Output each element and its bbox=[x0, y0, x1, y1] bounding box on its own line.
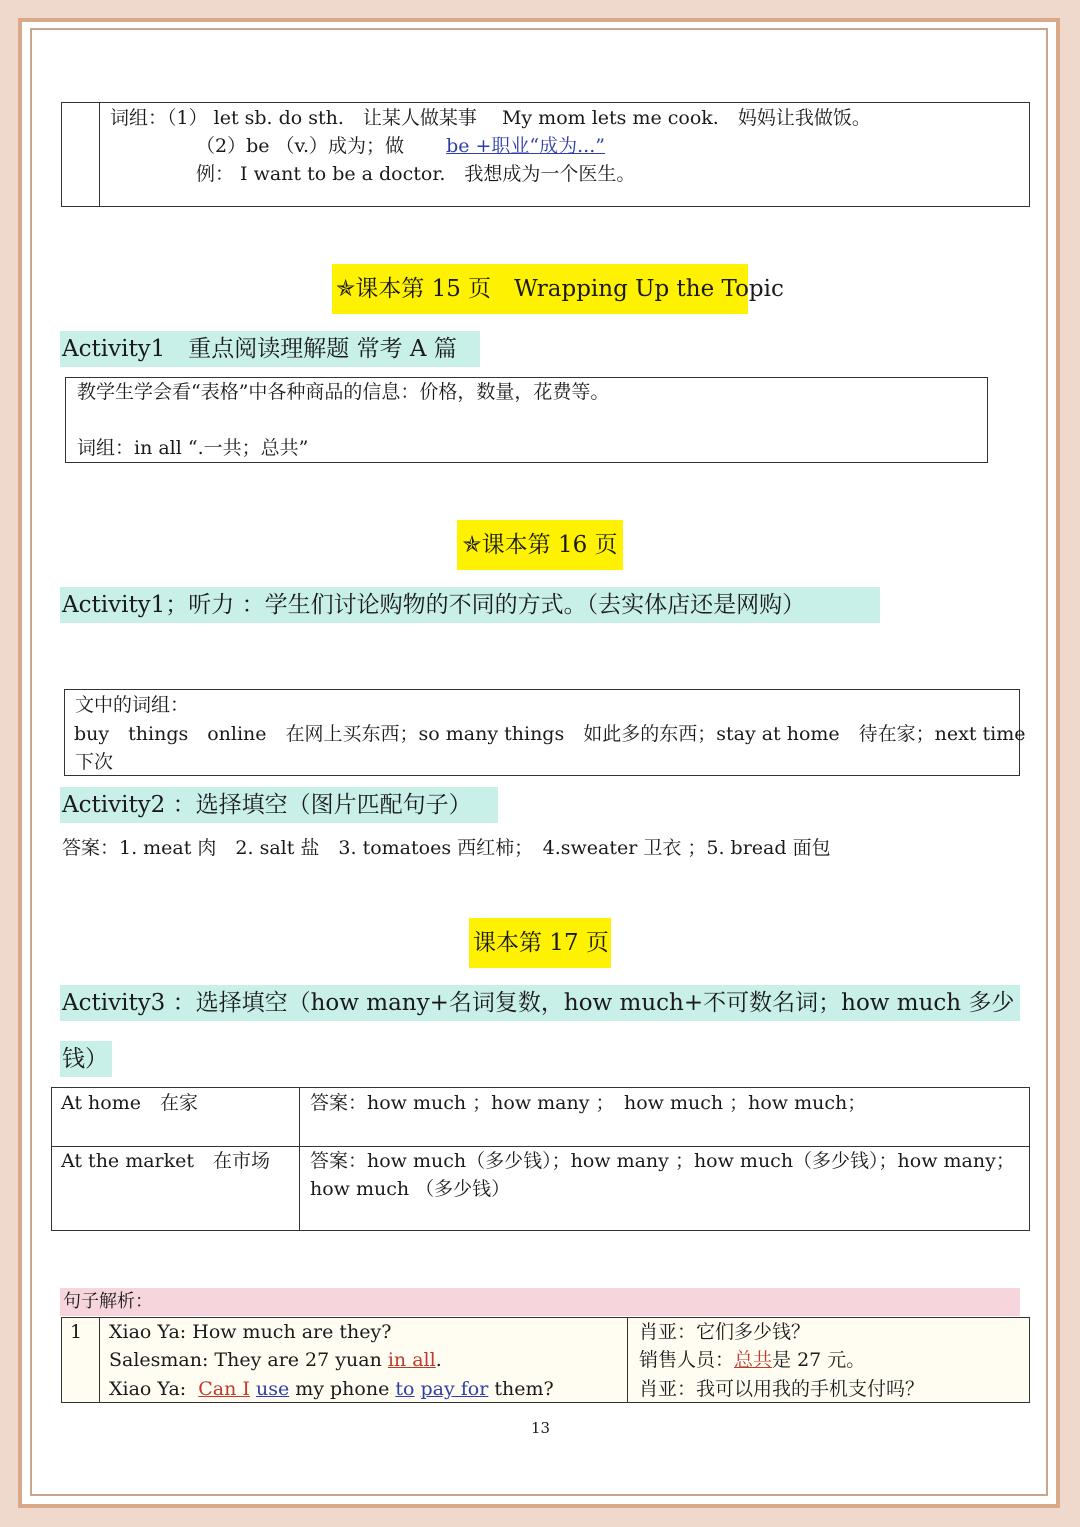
page-number: 13 bbox=[531, 1419, 551, 1437]
english-line-3: Xiao Ya: Can I use my phone to pay for them? bbox=[109, 1378, 554, 1400]
chinese-line-1: 肖亚：它们多少钱？ bbox=[639, 1321, 811, 1343]
reading-info-line-1: 教学生学会看“表格”中各种商品的信息：价格，数量，花费等。 bbox=[77, 381, 610, 403]
page-17-heading: 课本第 17 页 bbox=[469, 918, 611, 968]
activity3-heading-line-1: Activity3 ：选择填空（how many+名词复数，how much+不可数名词；how much 多少 bbox=[60, 985, 1020, 1021]
reading-info-line-2: 词组：in all “.一共；总共” bbox=[77, 437, 309, 459]
in-all-highlight: in all bbox=[387, 1349, 436, 1371]
text-phrases-title: 文中的词组： bbox=[75, 694, 190, 716]
phrase-line-3: 例： I want to be a doctor. 我想成为一个医生。 bbox=[196, 163, 636, 185]
activity1-p16-heading: Activity1；听力 ：学生们讨论购物的不同的方式。（去实体店还是网购） bbox=[60, 587, 880, 623]
sentence-number: 1 bbox=[70, 1321, 83, 1343]
english-line-1: Xiao Ya: How much are they? bbox=[109, 1321, 392, 1343]
can-i-highlight: Can I bbox=[198, 1378, 250, 1400]
activity3-heading-line-2: 钱） bbox=[60, 1041, 112, 1077]
row-answer-at-home: 答案：how much ；how many ； how much ；how much； bbox=[310, 1092, 867, 1114]
sentence-analysis-bar: 句子解析： bbox=[60, 1288, 1020, 1316]
text-phrases-line-2: buy things online 在网上买东西；so many things 如此多的东西；stay at home 待在家；next time bbox=[74, 723, 1026, 745]
activity2-answers: 答案：1. meat 肉 2. salt 盐 3. tomatoes 西红柿； 4.sweater 卫衣 ；5. bread 面包 bbox=[62, 837, 831, 859]
zong-gong-highlight: 总共 bbox=[734, 1349, 773, 1371]
row-label-at-home: At home 在家 bbox=[61, 1092, 198, 1114]
text-phrases-line-3: 下次 bbox=[75, 751, 114, 773]
chinese-line-3: 肖亚：我可以用我的手机支付吗？ bbox=[639, 1378, 925, 1400]
pay-for-highlight: pay for bbox=[420, 1378, 489, 1400]
page-16-heading: ✯课本第 16 页 bbox=[457, 520, 623, 570]
english-line-2: Salesman: They are 27 yuan in all. bbox=[109, 1349, 442, 1371]
activity1-p15-heading: Activity1 重点阅读理解题 常考 A 篇 bbox=[60, 331, 480, 367]
page-15-heading: ✯课本第 15 页 Wrapping Up the Topic bbox=[332, 264, 748, 314]
row-label-at-market: At the market 在市场 bbox=[61, 1150, 271, 1172]
phrase-line-1: 词组：（1） let sb. do sth. 让某人做某事 My mom lets me cook. 妈妈让我做饭。 bbox=[110, 107, 871, 129]
chinese-line-2: 销售人员：总共是 27 元。 bbox=[639, 1349, 866, 1371]
phrase-line-2: （2）be （v.）成为；做 be +职业“成为...” bbox=[196, 135, 605, 157]
be-profession-link: be +职业“成为...” bbox=[446, 135, 605, 157]
row-answer-at-market-cont: how much （多少钱） bbox=[310, 1178, 511, 1200]
activity2-heading: Activity2 ：选择填空（图片匹配句子） bbox=[60, 787, 498, 823]
use-highlight: use bbox=[255, 1378, 290, 1400]
to-highlight: to bbox=[395, 1378, 415, 1400]
row-answer-at-market: 答案：how much（多少钱）；how many ；how much（多少钱）；how many； bbox=[310, 1150, 1015, 1172]
